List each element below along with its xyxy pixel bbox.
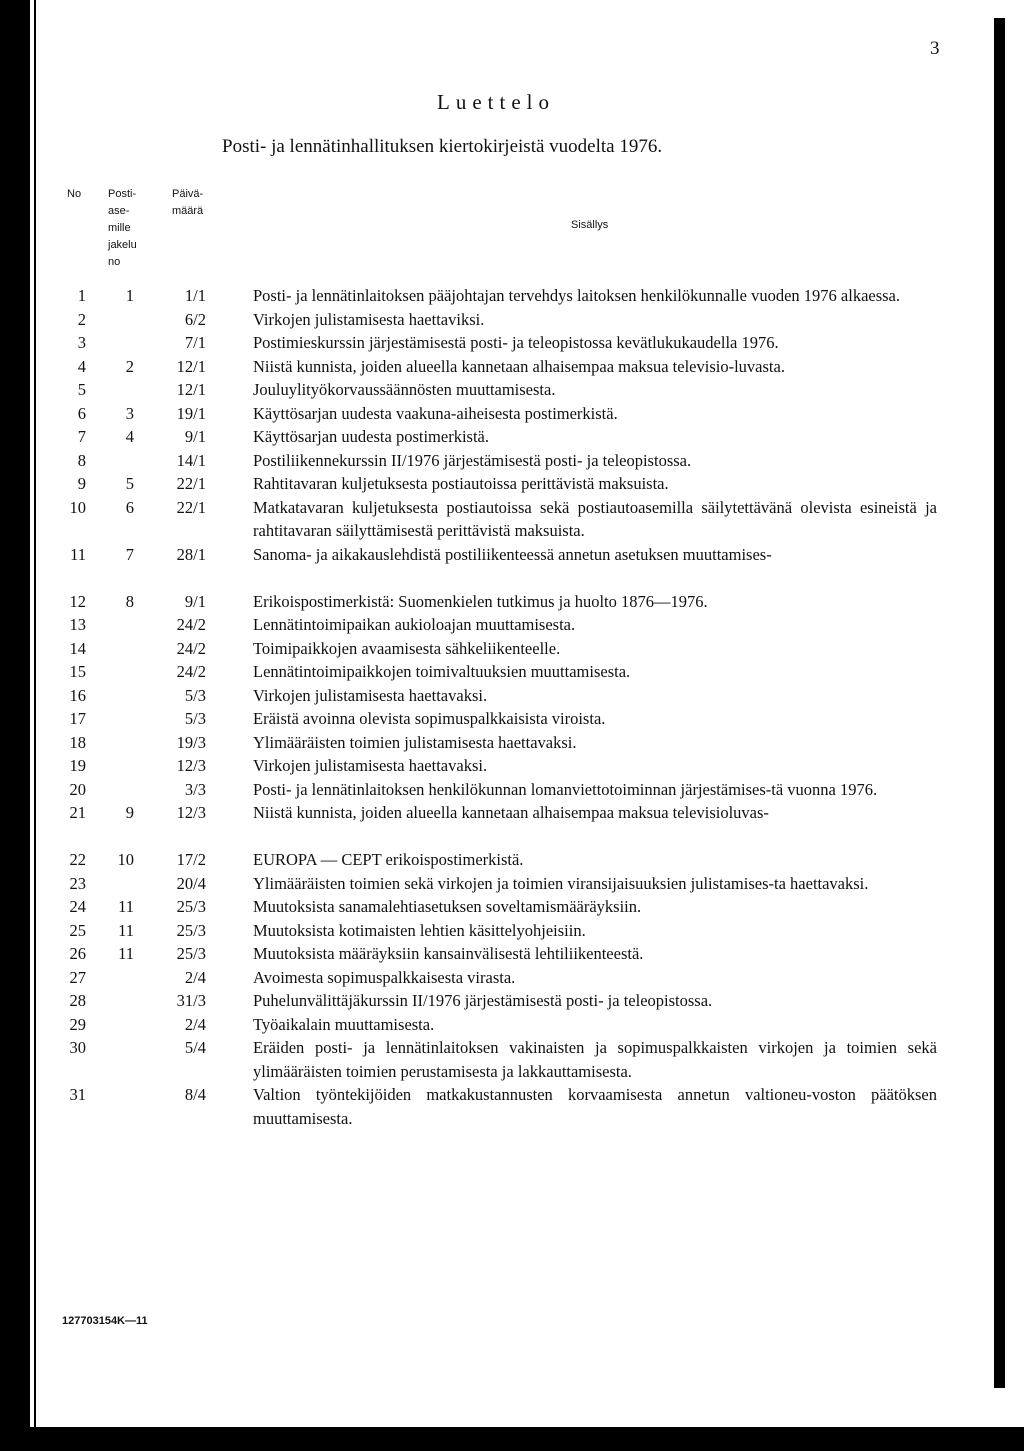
list-item [0, 496, 1024, 543]
list-item [0, 684, 1024, 708]
entry-content: Muutoksista määräyksiin kansainvälisestä lehtiliikenteestä. [253, 944, 644, 963]
entry-posti-number: 9 [125, 803, 134, 822]
list-item [0, 966, 1024, 990]
entry-content: Rahtitavaran kuljetuksesta postiautoissa perittävistä maksuista. [253, 474, 669, 493]
entry-date: 24/2 [176, 638, 206, 658]
entry-number: 5 [77, 380, 86, 399]
entry-number: 27 [69, 967, 86, 987]
entry-date: 14/1 [176, 450, 206, 470]
entry-content: Valtion työntekijöiden matkakustannusten korvaamisesta annetun valtioneu-voston päätöksen muuttamisesta. [253, 1085, 937, 1128]
entry-content: Avoimesta sopimuspalkkaisesta virasta. [253, 967, 516, 987]
entry-number: 18 [69, 732, 86, 752]
list-item [0, 754, 1024, 778]
list-item [0, 472, 1024, 496]
entry-posti-number: 4 [125, 427, 134, 446]
list-item [0, 989, 1024, 1013]
document-subtitle: Posti- ja lennätinhallituksen kiertokirjeistä vuodelta 1976. [222, 136, 663, 157]
entry-content: Toimipaikkojen avaamisesta sähkeliikenteelle. [253, 638, 561, 658]
entry-number: 26 [69, 944, 86, 963]
entry-number: 19 [69, 756, 86, 775]
entry-date: 1/1 [184, 286, 206, 305]
list-item [0, 801, 1024, 825]
entry-content: EUROPA — CEPT erikoispostimerkistä. [253, 850, 524, 869]
entry-content: Virkojen julistamisesta haettavaksi. [253, 756, 488, 775]
entry-number: 4 [77, 356, 86, 376]
entry-content: Erikoispostimerkistä: Suomenkielen tutkimus ja huolto 1876—1976. [253, 591, 708, 611]
entry-content: Virkojen julistamisesta haettavaksi. [253, 685, 488, 705]
page-number: 3 [930, 38, 940, 59]
entry-number: 3 [77, 333, 86, 352]
entry-content: Ylimääräisten toimien julistamisesta haettavaksi. [253, 732, 577, 752]
entry-date: 8/4 [184, 1085, 206, 1104]
list-item [0, 613, 1024, 637]
entry-number: 8 [77, 450, 86, 470]
entry-posti-number: 2 [125, 356, 134, 376]
entry-number: 2 [77, 309, 86, 329]
entry-content: Ylimääräisten toimien sekä virkojen ja toimien viransijaisuuksien julistamises-ta haettavaksi. [253, 873, 869, 893]
list-item [0, 1013, 1024, 1037]
list-item [0, 449, 1024, 473]
entry-number: 29 [69, 1014, 86, 1034]
list-item [0, 308, 1024, 332]
entry-content: Lennätintoimipaikan aukioloajan muuttamisesta. [253, 615, 576, 634]
entry-content: Käyttösarjan uudesta postimerkistä. [253, 427, 489, 446]
column-header-date: Päivä- määrä [172, 188, 204, 217]
list-item [0, 425, 1024, 449]
entry-number: 21 [69, 803, 86, 822]
entry-content: Lennätintoimipaikkojen toimivaltuuksien muuttamisesta. [253, 662, 631, 681]
list-item [0, 637, 1024, 661]
entry-date: 31/3 [176, 991, 206, 1010]
list-item [0, 355, 1024, 379]
entry-posti-number: 11 [118, 897, 134, 916]
circular-list [0, 284, 1024, 1130]
entry-number: 15 [69, 662, 86, 681]
column-header-no: No [67, 188, 82, 200]
entry-number: 13 [69, 615, 86, 634]
list-item [0, 942, 1024, 966]
entry-content: Muutoksista kotimaisten lehtien käsittelyohjeisiin. [253, 920, 586, 940]
entry-date: 25/3 [176, 944, 206, 963]
entry-date: 9/1 [184, 591, 206, 611]
entry-number: 31 [69, 1085, 86, 1104]
entry-date: 12/1 [176, 356, 206, 376]
list-item [0, 284, 1024, 308]
entry-content: Niistä kunnista, joiden alueella kannetaan alhaisempaa maksua televisio-luvasta. [253, 356, 785, 376]
entry-date: 17/2 [176, 850, 206, 869]
entry-date: 7/1 [184, 333, 206, 352]
entry-date: 2/4 [184, 1014, 206, 1034]
entry-number: 20 [69, 779, 86, 799]
entry-date: 12/1 [176, 380, 206, 399]
entry-date: 25/3 [176, 920, 206, 940]
list-item [0, 402, 1024, 426]
entry-content: Virkojen julistamisesta haettaviksi. [253, 309, 485, 329]
entry-posti-number: 11 [118, 920, 134, 940]
list-item [0, 378, 1024, 402]
entry-date: 2/4 [184, 967, 206, 987]
entry-number: 16 [69, 685, 86, 705]
entry-date: 19/3 [176, 732, 206, 752]
list-item [0, 778, 1024, 802]
list-item [0, 707, 1024, 731]
entry-content: Posti- ja lennätinlaitoksen henkilökunnan lomanviettotoiminnan järjestämises-tä vuonna 1976. [253, 779, 878, 799]
entry-number: 6 [77, 403, 86, 423]
entry-content: Sanoma- ja aikakauslehdistä postiliikenteessä annetun asetuksen muuttamises- [253, 544, 772, 564]
entry-number: 30 [69, 1038, 86, 1057]
entry-content: Käyttösarjan uudesta vaakuna-aiheisesta postimerkistä. [253, 403, 618, 423]
entry-date: 24/2 [176, 662, 206, 681]
entry-number: 23 [69, 873, 86, 893]
list-item [0, 731, 1024, 755]
entry-posti-number: 5 [125, 474, 134, 493]
entry-content: Jouluylityökorvaussäännösten muuttamisesta. [253, 380, 556, 399]
entry-date: 25/3 [176, 897, 206, 916]
entry-number: 17 [69, 709, 86, 728]
entry-date: 3/3 [184, 779, 206, 799]
entry-number: 9 [77, 474, 86, 493]
entry-date: 22/1 [176, 497, 206, 517]
entry-posti-number: 6 [125, 497, 134, 517]
list-item [0, 331, 1024, 355]
list-item [0, 1036, 1024, 1083]
scan-edge-bottom [0, 1427, 1024, 1451]
entry-content: Postimieskurssin järjestämisestä posti- ja teleopistossa kevätlukukaudella 1976. [253, 333, 779, 352]
entry-posti-number: 3 [125, 403, 134, 423]
column-header-content: Sisällys [571, 219, 609, 231]
entry-posti-number: 10 [117, 850, 134, 869]
entry-content: Puhelunvälittäjäkurssin II/1976 järjestämisestä posti- ja teleopistossa. [253, 991, 713, 1010]
entry-date: 5/3 [184, 709, 206, 728]
entry-date: 28/1 [176, 544, 206, 564]
entry-number: 1 [77, 286, 86, 305]
entry-content: Työaikalain muuttamisesta. [253, 1014, 435, 1034]
list-item [0, 919, 1024, 943]
list-item [0, 543, 1024, 567]
entry-number: 11 [70, 544, 86, 564]
entry-content: Niistä kunnista, joiden alueella kannetaan alhaisempaa maksua televisioluvas- [253, 803, 769, 822]
entry-number: 14 [69, 638, 86, 658]
entry-content: Eräiden posti- ja lennätinlaitoksen vakinaisten ja sopimuspalkkaisten virkojen ja toimien sekä ylimääräisten toimien perustamisesta ja lakkauttamisesta. [253, 1038, 937, 1081]
entry-posti-number: 11 [118, 944, 134, 963]
entry-content: Muutoksista sanamalehtiasetuksen soveltamismääräyksiin. [253, 897, 642, 916]
entry-number: 10 [69, 497, 86, 517]
entry-date: 24/2 [176, 615, 206, 634]
entry-number: 22 [69, 850, 86, 869]
footer-code: 127703154K—11 [62, 1315, 148, 1327]
entry-content: Matkatavaran kuljetuksesta postiautoissa sekä postiautoasemilla säilytettävänä olevista esineistä ja rahtitavaran säilyttämisestä perittävistä maksuista. [253, 497, 937, 540]
list-item [0, 895, 1024, 919]
entry-date: 9/1 [184, 427, 206, 446]
entry-date: 22/1 [176, 474, 206, 493]
entry-content: Postiliikennekurssin II/1976 järjestämisestä posti- ja teleopistossa. [253, 450, 692, 470]
list-item [0, 872, 1024, 896]
entry-date: 20/4 [176, 873, 206, 893]
entry-posti-number: 8 [125, 591, 134, 611]
entry-content: Posti- ja lennätinlaitoksen pääjohtajan tervehdys laitoksen henkilökunnalle vuoden 1976 alkaessa. [253, 286, 901, 305]
entry-date: 6/2 [184, 309, 206, 329]
list-item [0, 660, 1024, 684]
list-item [0, 590, 1024, 614]
column-header-posti: Posti- ase- mille jakelu no [108, 188, 137, 268]
entry-number: 24 [69, 897, 86, 916]
entry-number: 28 [69, 991, 86, 1010]
entry-date: 12/3 [176, 803, 206, 822]
entry-content: Eräistä avoinna olevista sopimuspalkkaisista viroista. [253, 709, 606, 728]
entry-date: 12/3 [176, 756, 206, 775]
entry-date: 19/1 [176, 403, 206, 423]
entry-date: 5/4 [184, 1038, 206, 1057]
document-heading: Luettelo [437, 90, 555, 114]
entry-posti-number: 1 [125, 286, 134, 305]
entry-date: 5/3 [184, 685, 206, 705]
entry-posti-number: 7 [125, 544, 134, 564]
list-item [0, 1083, 1024, 1130]
entry-number: 7 [77, 427, 86, 446]
entry-number: 25 [69, 920, 86, 940]
list-item [0, 848, 1024, 872]
entry-number: 12 [69, 591, 86, 611]
